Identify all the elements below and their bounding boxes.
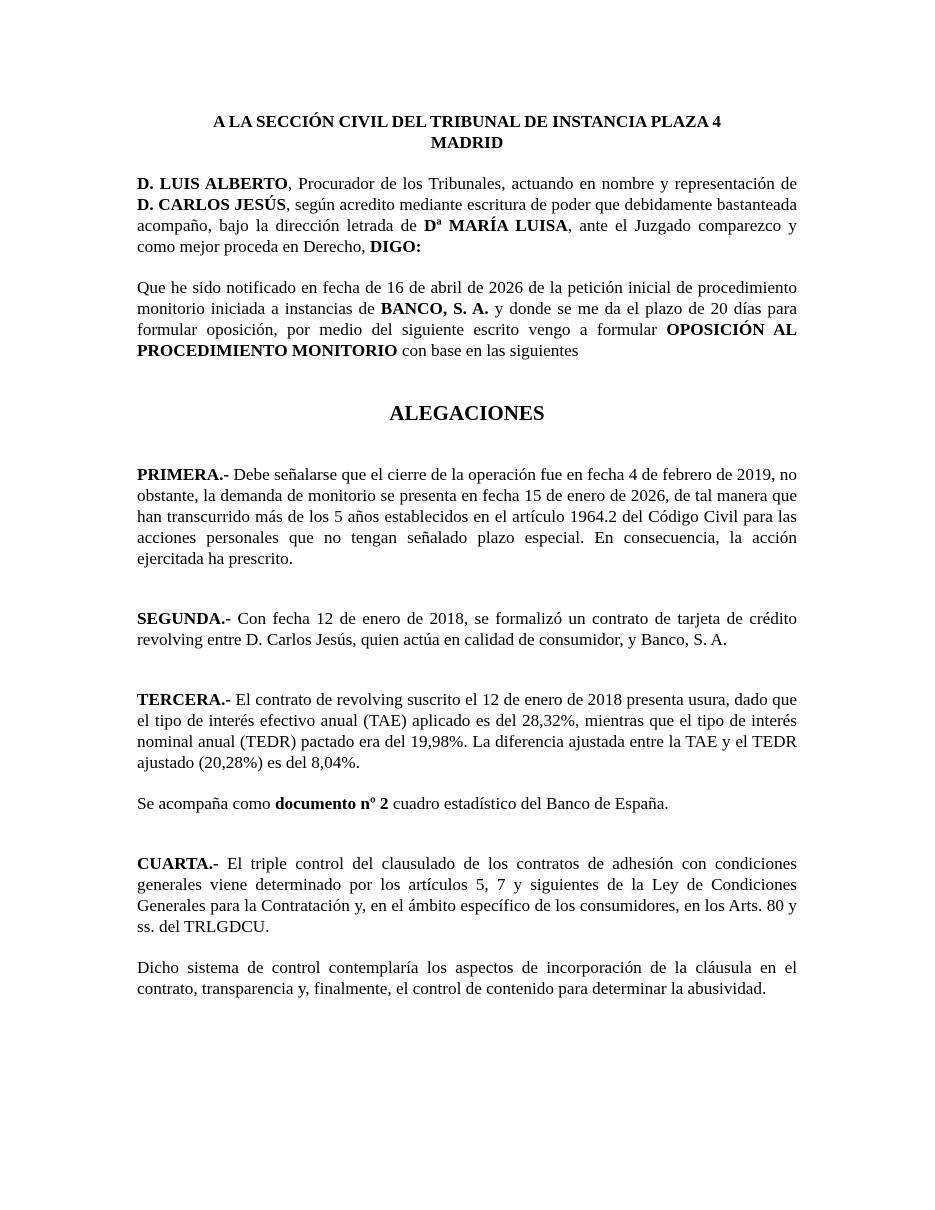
intro-text-2: , según acredito mediante escritura de poder que debidamente bastanteada acompaño, bajo la dirección letrada de	[137, 195, 797, 235]
cuarta-text: El triple control del clausulado de los contratos de adhesión con condiciones generales viene determinado por los artículos 5, 7 y siguientes de la Ley de Condiciones Generales para la Contratación y, en el ámbito específico de los consumidores, en los Arts. 80 y ss. del TRLGDCU.	[137, 854, 797, 936]
opposition-label: OPOSICIÓN AL PROCEDIMIENTO MONITORIO	[137, 320, 797, 360]
document-page	[137, 111, 797, 999]
tercera-text: El contrato de revolving suscrito el 12 de enero de 2018 presenta usura, dado que el tipo de interés efectivo anual (TAE) aplicado es del 28,32%, mientras que el tipo de interés nominal anual (TEDR) pactado era del 19,98%. La diferencia ajustada entre la TAE y el TEDR ajustado (20,28%) es del 8,04%.	[137, 690, 797, 772]
documento-paragraph	[137, 793, 797, 814]
final-paragraph: Dicho sistema de control contemplaría los aspectos de incorporación de la cláusula en el contrato, transparencia y, finalmente, el control de contenido para determinar la abusividad.	[137, 958, 797, 998]
tercera-label: TERCERA.-	[137, 690, 232, 709]
section-heading: ALEGACIONES	[389, 401, 545, 425]
documento-ref: documento nº 2	[274, 794, 389, 813]
tercera-paragraph	[137, 689, 797, 773]
title-line-1: A LA SECCIÓN CIVIL DEL TRIBUNAL DE INSTANCIA PLAZA 4	[213, 112, 721, 131]
notice-text-1: Que he sido notificado en fecha de 16 de abril de 2026 de la petición inicial de procedimiento monitorio iniciada a instancias de	[137, 278, 797, 318]
document-title	[137, 111, 797, 153]
documento-text-2: cuadro estadístico del Banco de España.	[388, 794, 669, 813]
intro-paragraph	[137, 173, 797, 257]
procurador-name: D. LUIS ALBERTO	[137, 174, 288, 193]
segunda-text: Con fecha 12 de enero de 2018, se formalizó un contrato de tarjeta de crédito revolving entre D. Carlos Jesús, quien actúa en calidad de consumidor, y Banco, S. A.	[137, 609, 797, 649]
primera-label: PRIMERA.-	[137, 465, 230, 484]
digo-label: DIGO:	[369, 237, 422, 256]
notice-text-3: con base en las siguientes	[397, 341, 579, 360]
intro-text-3: , ante el Juzgado comparezco y como mejor proceda en Derecho,	[137, 216, 797, 256]
segunda-paragraph	[137, 608, 797, 650]
intro-text-1: , Procurador de los Tribunales, actuando en nombre y representación de	[287, 174, 797, 193]
client-name: D. CARLOS JESÚS	[137, 195, 287, 214]
primera-text: Debe señalarse que el cierre de la operación fue en fecha 4 de febrero de 2019, no obstante, la demanda de monitorio se presenta en fecha 15 de enero de 2026, de tal manera que han transcurrido más de los 5 años establecidos en el artículo 1964.2 del Código Civil para las acciones personales que no tengan señalado plazo especial. En consecuencia, la acción ejercitada ha prescrito.	[137, 465, 797, 568]
lawyer-name: Dª MARÍA LUISA	[424, 216, 568, 235]
cuarta-paragraph	[137, 853, 797, 937]
notice-text-2: y donde se me da el plazo de 20 días para formular oposición, por medio del siguiente escrito vengo a formular	[137, 299, 798, 339]
notice-paragraph	[137, 277, 797, 361]
bank-name: BANCO, S. A.	[380, 299, 489, 318]
cuarta-label: CUARTA.-	[137, 854, 219, 873]
segunda-label: SEGUNDA.-	[137, 609, 232, 628]
primera-paragraph	[137, 464, 797, 569]
documento-text-1: Se acompaña como	[137, 794, 275, 813]
title-line-2: MADRID	[430, 133, 504, 152]
